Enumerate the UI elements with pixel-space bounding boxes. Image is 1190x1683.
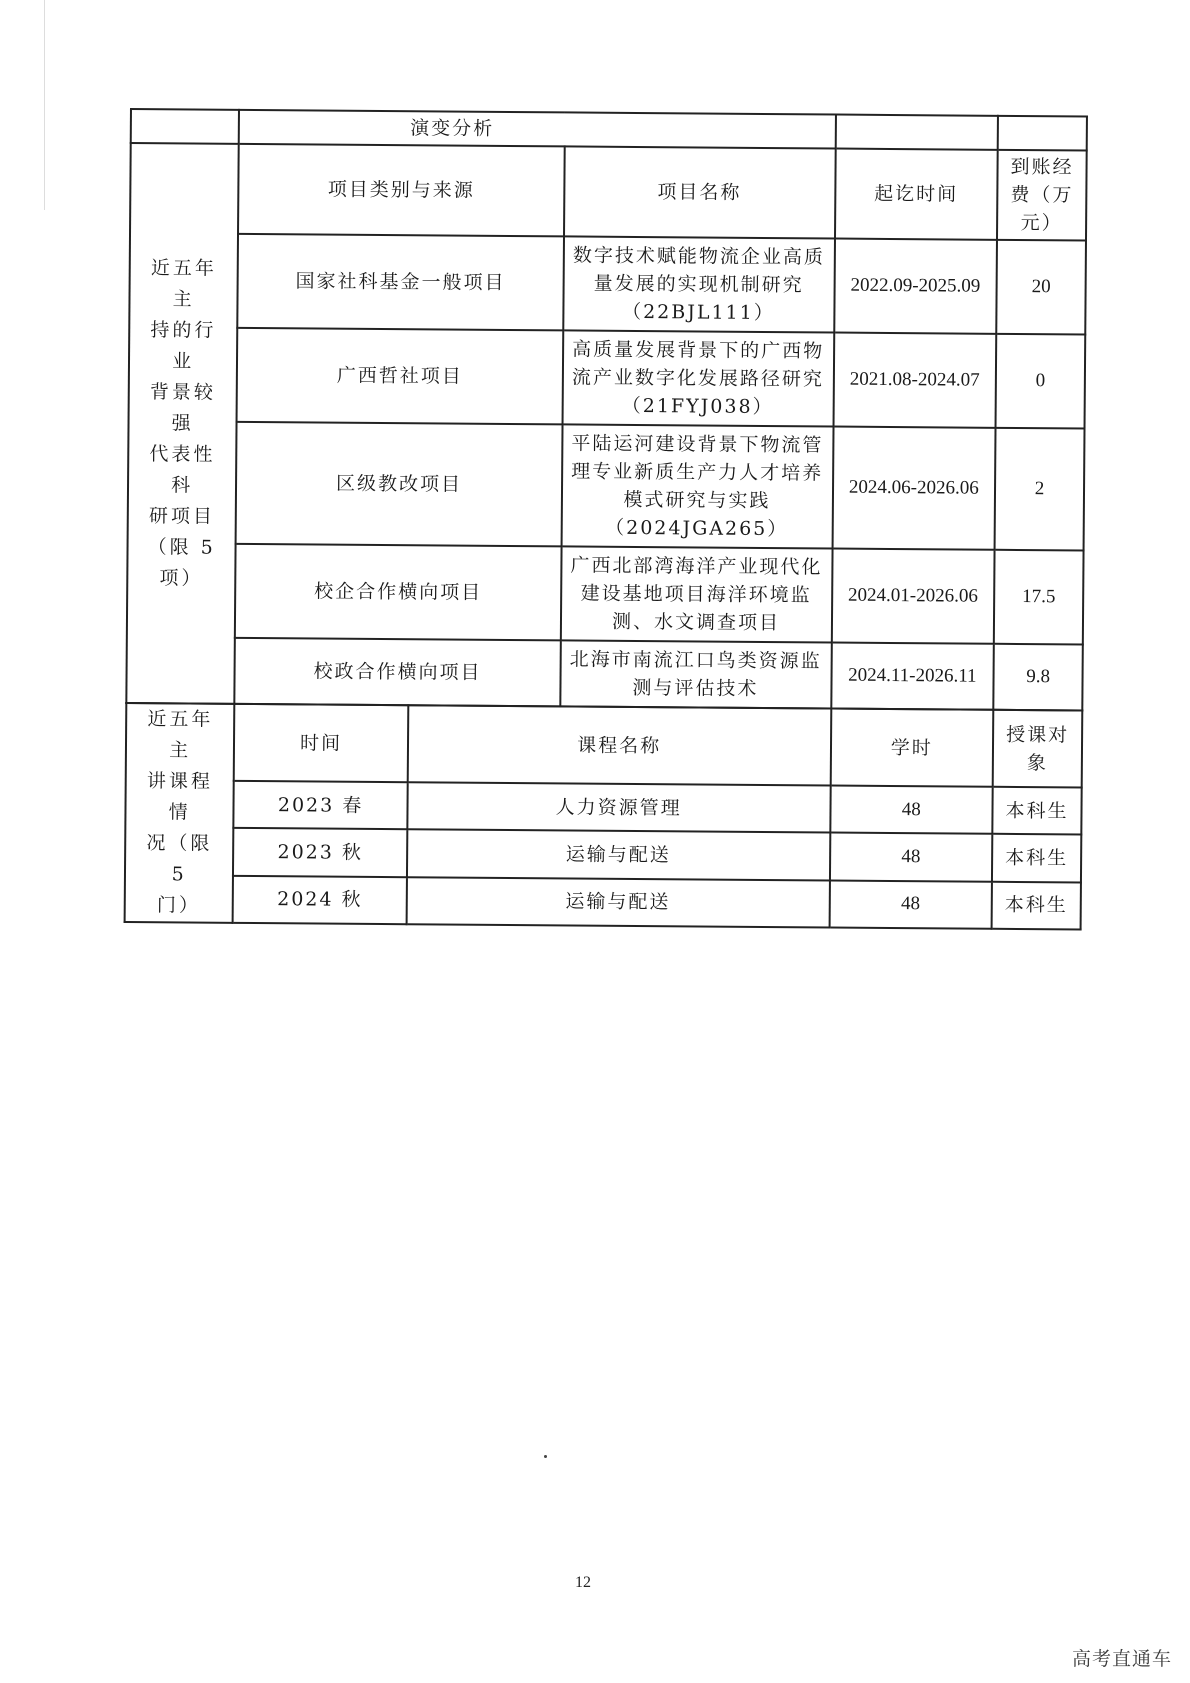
- row-funding: 2: [995, 428, 1085, 551]
- row-category: 区级教改项目: [236, 422, 562, 547]
- research-header-row: [130, 143, 1087, 241]
- document-table: [124, 108, 1088, 930]
- research-row: [127, 543, 1084, 645]
- course-table: [124, 702, 1084, 931]
- course-name: 运输与配送: [407, 830, 830, 881]
- course-row: [125, 827, 1081, 882]
- row-period: 2022.09-2025.09: [834, 239, 997, 334]
- research-row: [129, 233, 1086, 335]
- header-period: 起讫时间: [835, 149, 998, 240]
- header-funding: 到账经费（万元）: [997, 150, 1087, 241]
- row-period: 2024.01-2026.06: [831, 549, 994, 644]
- row-project-name: 平陆运河建设背景下物流管理专业新质生产力人才培养模式研究与实践（2024JGA265）: [561, 424, 833, 548]
- research-row: [129, 327, 1086, 429]
- course-row: [125, 875, 1081, 930]
- header-hours: 学时: [830, 709, 993, 787]
- watermark-text: 高考直通车: [1071, 1648, 1172, 1670]
- row-category: 校政合作横向项目: [235, 638, 561, 707]
- row-project-name: 北海市南流江口鸟类资源监测与评估技术: [560, 640, 831, 708]
- course-time: 2023 春: [234, 781, 408, 830]
- research-row: [128, 421, 1085, 551]
- course-name: 运输与配送: [406, 877, 829, 928]
- course-audience: 本科生: [992, 787, 1081, 835]
- research-section-label: 近五年主 持的行业 背景较强 代表性科 研项目 （限 5 项）: [126, 143, 239, 704]
- header-audience: 授课对象: [993, 710, 1083, 788]
- row-funding: 0: [996, 334, 1086, 429]
- row-period: 2024.11-2026.11: [831, 643, 994, 710]
- course-audience: 本科生: [992, 881, 1081, 929]
- course-hours: 48: [830, 786, 993, 835]
- header-project-name: 项目名称: [564, 146, 836, 238]
- top-row-label: 演变分析: [239, 110, 835, 149]
- course-audience: 本科生: [992, 834, 1081, 882]
- row-period: 2021.08-2024.07: [833, 333, 996, 428]
- row-project-name: 广西北部湾海洋产业现代化建设基地项目海洋环境监测、水文调查项目: [560, 546, 832, 642]
- course-time: 2024 秋: [233, 876, 407, 925]
- research-row: [126, 637, 1082, 711]
- row-category: 校企合作横向项目: [235, 544, 561, 641]
- course-section-label: 近五年主 讲课程情 况（限 5 门）: [125, 703, 235, 923]
- header-category: 项目类别与来源: [238, 144, 564, 237]
- scan-edge-line: [44, 0, 45, 210]
- row-project-name: 数字技术赋能物流企业高质量发展的实现机制研究（22BJL111）: [563, 236, 835, 332]
- row-funding: 9.8: [993, 644, 1082, 711]
- course-row: [125, 780, 1081, 835]
- header-time: 时间: [234, 704, 408, 783]
- course-hours: 48: [829, 880, 992, 929]
- header-course-name: 课程名称: [408, 705, 831, 785]
- row-funding: 20: [996, 240, 1086, 335]
- research-table: [125, 108, 1088, 712]
- row-project-name: 高质量发展背景下的广西物流产业数字化发展路径研究（21FYJ038）: [562, 330, 834, 426]
- row-funding: 17.5: [994, 550, 1084, 645]
- course-hours: 48: [829, 833, 992, 882]
- course-header-row: [126, 703, 1083, 788]
- row-period: 2024.06-2026.06: [832, 427, 996, 550]
- course-time: 2023 秋: [233, 828, 407, 877]
- row-category: 国家社科基金一般项目: [238, 234, 564, 331]
- page-number: 12: [575, 1574, 591, 1591]
- scan-speck: [544, 1455, 547, 1458]
- course-name: 人力资源管理: [407, 782, 830, 833]
- row-category: 广西哲社项目: [237, 328, 563, 425]
